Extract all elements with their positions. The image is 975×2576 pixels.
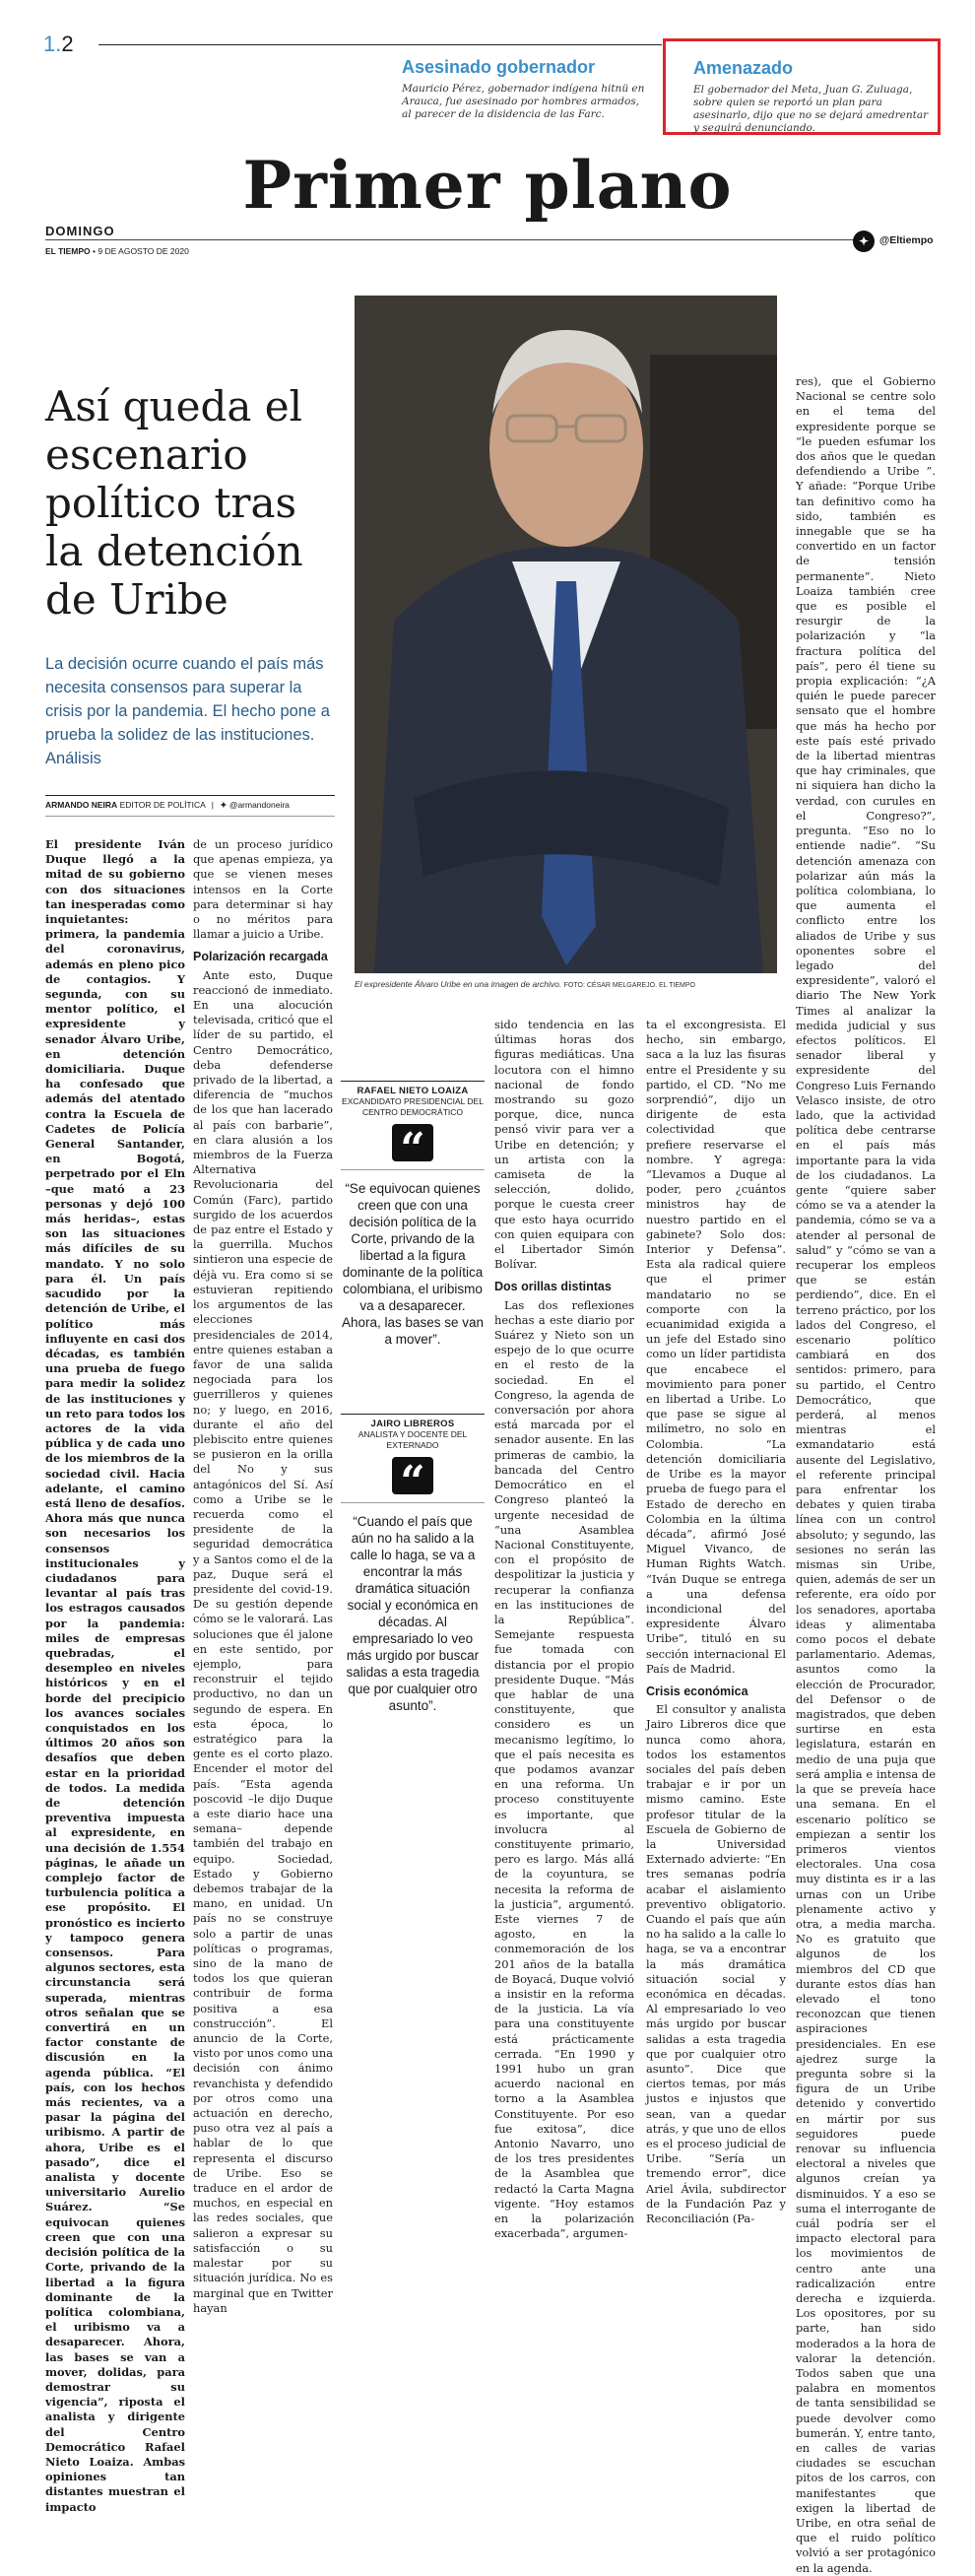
column-2-text: Ante esto, Duque reaccionó de inmediato. En una alocución televisada, criticó que el líder de su partido, el Centro Democrático, deba defenderse privado de la libertad, a diferencia de “muchos de los que han lacerado al país con barbarie”, en clara alusión a los miembros de la Fuerza Alternativa Revolucionaria del Común (Farc), partido surgido de los acuerdos de paz entre el Estado y la guerrilla. Muchos sintieron una especie de déjà vu. Era como si se estuvieran repitiendo los argumentos de las elecciones presidenciales de 2014, entre quienes estaban a favor de una salida negociada para los guerrilleros y quienes no; y luego, en 2016, durante el año del plebiscito entre quienes se pusieron en la orilla del No y sus antagónicos del Sí. Así como a Uribe se le recuerda como el presidente de la seguridad democrática y a Santos como el de la paz, Duque será el presidente del covid-19. De su gestión depende cómo se le valorará. Las soluciones que él jalone en este sentido, por ejemplo, para reconstruir el tejido productivo, no dan un segundo de espera. En esta época, lo estratégico para la gente es el corto plazo. Encender el motor del país. “Esta agenda poscovid –le dijo Duque a este diario hace una semana– depende también del trabajo en equipo. Sociedad, Estado y Gobierno debemos trabajar de la mano, en unidad. Un país no se construye solo a partir de unas políticas o programas, sino de la mano de todos los que quieran contribuir de forma positiva a esa construcción”. El anuncio de la Corte, visto por unos como una decisión con ánimo revanchista y defendido por otros como una actuación en derecho, puso otra vez al país a hablar de lo que representa el discurso de Uribe. Eso se traduce en el ardor de muchos, en especial en las redes sociales, que salieron a expresar su satisfacción o su malestar por su situación jurídica. No es marginal que en Twitter hayan <box>193 967 333 2315</box>
header-rule <box>98 44 662 45</box>
byline-rule-bottom <box>45 816 335 817</box>
byline-rule-top <box>45 795 335 796</box>
photo-credit: FOTO: CÉSAR MELGAREJO. EL TIEMPO <box>563 982 695 989</box>
article-column-1 <box>45 837 185 2514</box>
twitter-handle[interactable]: @Eltiempo <box>879 234 934 246</box>
article-column-4 <box>646 1018 786 2226</box>
column-4-text: El consultor y analista Jairo Libreros dice que nunca como ahora, todos los estamentos sociales del país deben trabajar e ir por un mismo camino. Este profesor titular de la Escuela de Gobierno de la Universidad Externado advierte: “En tres semanas podría acabar el aislamiento preventivo obligatorio. Cuando el país que aún no ha salido a la calle lo haga, se va a encontrar la más dramática situación social y económica en décadas. Al empresariado lo veo más urgido por buscar salidas a esta tragedia que por cualquier otro asunto”. Dice que ciertos temas, por más justos e injustos que sean, van a quedar atrás, y que uno de ellos es el proceso judicial de Uribe. “Sería un tremendo error”, dice Ariel Ávila, subdirector de la Fundación Paz y Reconciliación (Pa- <box>646 1702 786 2226</box>
column-3-intro: sido tendencia en las últimas horas dos figuras mediáticas. Una locutora con el himno nacional de fondo mostrando su gozo porque, dice, nunca pensó vivir para ver a Uribe en detención; y un artista con la camiseta de la selección, dolido, porque le cuesta creer que esto haya ocurrido con quien equipara con el Libertador Simón Bolívar. <box>494 1018 634 1272</box>
column-4-intro: ta el excongresista. El hecho, sin embargo, saca a la luz las fisuras entre el Presidente y su partido, el CD. “No me sorprendió”, dijo un dirigente de esta colectividad que prefiere reservarse el nombre. Y agrega: “Llevamos a Duque al poder, pero ¿cuántos ministros hay de nuestro partido en el gabinete? Solo dos: Interior y Defensa”. Esta ala radical quiere que el primer mandatario no se comporte con la ecuanimidad exigida a un jefe del Estado sino como un líder partidista que encabece el movimiento para poner en libertad a Uribe. Lo que pase se sigue al milímetro, no solo en Colombia. “La detención domiciliaria de Uribe es la mayor prueba de fuego para el Estado de derecho en Colombia en la última década”, afirmó José Miguel Vivanco, de Human Rights Watch. “Iván Duque se entrega a una defensa incondicional del expresidente Álvaro Uribe”, tituló en su sección internacional El País de Madrid. <box>646 1018 786 1676</box>
quote-2-role: ANALISTA Y DOCENTE DEL EXTERNADO <box>358 1429 468 1450</box>
teaser-right-text: El gobernador del Meta, Juan G. Zuluaga, sobre quien se reportó un plan para asesinarlo, dijo que no se dejará amedrentar y seguirá denunciando. <box>693 84 929 134</box>
column-1-text: El presidente Iván Duque llegó a la mitad de su gobierno con dos situaciones tan inesperadas como inquietantes: primera, la pandemia del coronavirus, además en pleno pico de contagios. Y segunda, con su mentor político, el expresidente y senador Álvaro Uribe, en detención domiciliaria. Duque ha confesado que además del atentado contra la Escuela de Cadetes de Policía General Santander, en Bogotá, perpetrado por el Eln –que mató a 23 personas y dejó 100 más heridas–, estas son las situaciones más difíciles de su mandato. Y no solo para él. Un país sacudido por la detención de Uribe, el político más influyente en casi dos décadas, es también una prueba de fuego para medir la solidez de las instituciones y un reto para todos los actores de la vida pública y de cada uno de los miembros de la sociedad civil. Hacia adelante, el camino está lleno de desafíos. Ahora más que nunca son necesarios los consensos institucionales y ciudadanos para levantar al país tras los estragos causados por la pandemia: miles de empresas quebradas, el desempleo en niveles históricos y en el borde del precipicio los avances sociales conquistados en los últimos 20 años son desafíos que deben estar en la prioridad de todos. La medida de detención preventiva impuesta al expresidente, en una decisión de 1.554 páginas, le añade un complejo factor de turbulencia política a ese propósito. El pronóstico es incierto y tampoco genera consensos. Para algunos sectores, esta circunstancia será superada, mientras otros señalan que se convertirá en un factor constante de discusión en la agenda pública. “El país, con los hechos más recientes, va a pasar la página del uribismo. A partir de ahora, Uribe es el pasado”, dice el analista y docente universitario Aurelio Suárez. “Se equivocan quienes creen que con una decisión política de la Corte, privando de la libertad a la figura dominante de la política colombiana, el uribismo va a desaparecer. Ahora, las bases se van a mover, dolidas, para demostrar su vigencia”, riposta el analista y dirigente del Centro Democrático Rafael Nieto Loaiza. Ambas opiniones tan distantes muestran el impacto <box>45 837 185 2514</box>
byline-role: EDITOR DE POLÍTICA <box>119 800 206 810</box>
quote-1-text: “Se equivocan quienes creen que con una decisión política de la Corte, privando de la libertad a la figura dominante de la política colombiana, el uribismo va a desaparecer. Ahora, las bases se van a mover”. <box>341 1181 485 1347</box>
photo-illustration <box>355 296 777 973</box>
day-label: DOMINGO <box>45 224 115 238</box>
teaser-right-title[interactable]: Amenazado <box>693 58 794 78</box>
subhead-polarizacion: Polarización recargada <box>193 950 328 964</box>
pull-quote-1 <box>341 1081 485 1348</box>
article-column-5 <box>796 374 936 2575</box>
column-2-intro: de un proceso jurídico que apenas empieza, ya que se vienen meses intensos en la Corte para determinar si hay o no méritos para llamar a juicio a Uribe. <box>193 837 333 942</box>
quote-1-name: RAFAEL NIETO LOAIZA <box>357 1086 469 1096</box>
dateline: EL TIEMPO • 9 DE AGOSTO DE 2020 <box>45 246 189 256</box>
article-deck: La decisión ocurre cuando el país más necesita consensos para superar la crisis por la pandemia. El hecho pone a prueba la solidez de las instituciones. Análisis <box>45 655 330 767</box>
pull-quote-2 <box>341 1414 485 1714</box>
subhead-dos-orillas: Dos orillas distintas <box>494 1280 612 1294</box>
column-3-text: Las dos reflexiones hechas a este diario por Suárez y Nieto son un espejo de lo que ocurre en el resto de la sociedad. En el Congreso, la agenda de conversación por ahora está marcada por el senador ausente. En las primeras de cambio, la bancada del Centro Democrático en el Congreso planteó la urgente necesidad de “una Asamblea Nacional Constituyente, con el propósito de despolitizar la justicia y recuperar la confianza en las instituciones de la República”. Semejante respuesta fue tomada con distancia por el propio presidente Duque. “Más que hablar de una constituyente, que considero es un mecanismo legítimo, lo que el país necesita es que podamos avanzar en una reforma. Un proceso constituyente es importante, que involucra al constituyente primario, pero es largo. Más allá de la coyuntura, se necesita la reforma de la justicia”, argumentó. Este viernes 7 de agosto, en la conmemoración de los 201 años de la batalla de Boyacá, Duque volvió a insistir en la reforma de la justicia. La vía para una constituyente está prácticamente cerrada. “En 1990 y 1991 hubo un gran acuerdo nacional en torno a la Asamblea Constituyente. Por eso fue exitosa”, dice Antonio Navarro, uno de los tres presidentes de la Asamblea que redactó la Carta Magna vigente. “Hoy estamos en la polarización exacerbada”, argumen- <box>494 1297 634 2241</box>
teaser-left[interactable] <box>402 57 648 121</box>
byline-name: ARMANDO NEIRA <box>45 800 118 810</box>
column-5-text: res), que el Gobierno Nacional se centre solo en el tema del expresidente porque se “le pueden esfumar los dos años que le quedan defendiendo a Uribe ”. Y añade: “Porque Uribe tan definitivo como ha sido, también es innegable que se ha convertido en un factor de tensión permanente”. Nieto Loaiza también cree que es posible el resurgir de la polarización y “la fractura política del país”, pero él tiene su propia explicación: “¿A quién le puede parecer sensato que el hombre que más ha hecho por este país esté privado de la libertad mientras que hay criminales, que ni siquiera han dicho la verdad, con curules en el Congreso?”, pregunta. “Eso no lo entiende nadie”. “Su detención amenaza con polarizar aún más la política colombiana, lo que aumenta el conflicto entre los aliados de Uribe y sus oponentes sobre el legado del expresidente”, valoró el diario The New York Times al analizar la medida judicial y sus efectos políticos. El senador liberal y expresidente del Congreso Luis Fernando Velasco insiste, de otro lado, que la actividad política debe centrarse en el país más importante para la vida de los ciudadanos. La gente “quiere saber cómo se va a atender la pandemia, cómo se va a atender al personal de salud” y “cómo se van a recuperar los empleos que se están perdiendo”, dice. En el terreno práctico, por los lados del Congreso, el escenario político cambiará en dos sentidos: primero, para su partido, el Centro Democrático, que perderá, al menos mientras el exmandatario está ausente del Legislativo, el referente principal para enfrentar los debates y quien tiraba línea con un control absoluto; y segundo, las sesiones no serán las mismas sin Uribe, quien, además de ser un referente, era oído por los senadores, aportaba ideas y alimentaba como pocos el debate parlamentario. Ademas, asuntos como la elección de Procurador, del Defensor o de magistrados, que deben surtirse en esta legislatura, estarán en medio de una puja que será amplia e intensa de la que se preveía hace una semana. En el escenario político se empiezan a sentir los primeros vientos electorales. Una cosa muy distinta es ir a las urnas con un Uribe plenamente activo y otra, a media marcha. No es gratuito que algunos de los miembros del CD que durante estos días han elevado el tono reconozcan que tienen aspiraciones presidenciales. En ese ajedrez surge la pregunta sobre si la figura de un Uribe detenido y convertido en mártir por sus seguidores puede renovar su influencia electoral a niveles que algunos creían ya disminuidos. Y a eso se suma el interrogante de cuál podría ser el impacto electoral para los movimientos de centro ante una radicalización entre derecha e izquierda. Los opositores, por su parte, han sido moderados a la hora de valorar la detención. Todos saben que una palabra en momentos de tanta sensibilidad se puede devolver como bumerán. Y, entre tanto, en calles de varias ciudades se escuchan pitos de los carros, con manifestantes que exigen la libertad de Uribe, en otra señal de que el ruido político volvió a ser protagónico en la agenda. <box>796 374 936 2575</box>
article-column-2 <box>193 837 333 2315</box>
byline-twitter-icon: ✦ <box>220 800 228 810</box>
page-number: 1.2 <box>43 32 74 56</box>
teaser-right[interactable] <box>663 38 941 135</box>
byline: ARMANDO NEIRA EDITOR DE POLÍTICA | ✦ @armandoneira <box>45 800 290 810</box>
quote-2-name: JAIRO LIBREROS <box>370 1419 455 1429</box>
quote-2-text: “Cuando el país que aún no ha salido a la calle lo haga, se va a encontrar la más dramática situación social y económica en décadas. Al empresariado lo veo más urgido por buscar salidas a esta tragedia que por cualquier otro asunto”. <box>346 1514 480 1713</box>
article-photo <box>355 296 777 973</box>
photo-caption: El expresidente Álvaro Uribe en una imagen de archivo. FOTO: CÉSAR MELGAREJO. EL TIEMPO <box>355 979 695 989</box>
subhead-crisis-economica: Crisis económica <box>646 1684 748 1698</box>
article-column-3 <box>494 1018 634 2241</box>
quote-1-role: EXCANDIDATO PRESIDENCIAL DEL CENTRO DEMOCRÁTICO <box>342 1096 484 1117</box>
quote-icon: “ <box>392 1457 433 1494</box>
section-title: Primer plano <box>242 147 733 224</box>
headline: Así queda el escenario político tras la detención de Uribe <box>45 382 303 624</box>
twitter-icon[interactable]: ✦ <box>853 231 875 252</box>
byline-twitter[interactable]: @armandoneira <box>228 800 290 810</box>
teaser-left-title[interactable]: Asesinado gobernador <box>402 57 596 77</box>
dateline-rule <box>45 239 859 240</box>
quote-icon: “ <box>392 1124 433 1161</box>
teaser-left-text: Mauricio Pérez, gobernador indígena hitnü en Arauca, fue asesinado por hombres armados, al parecer de la disidencia de las Farc. <box>402 83 645 120</box>
